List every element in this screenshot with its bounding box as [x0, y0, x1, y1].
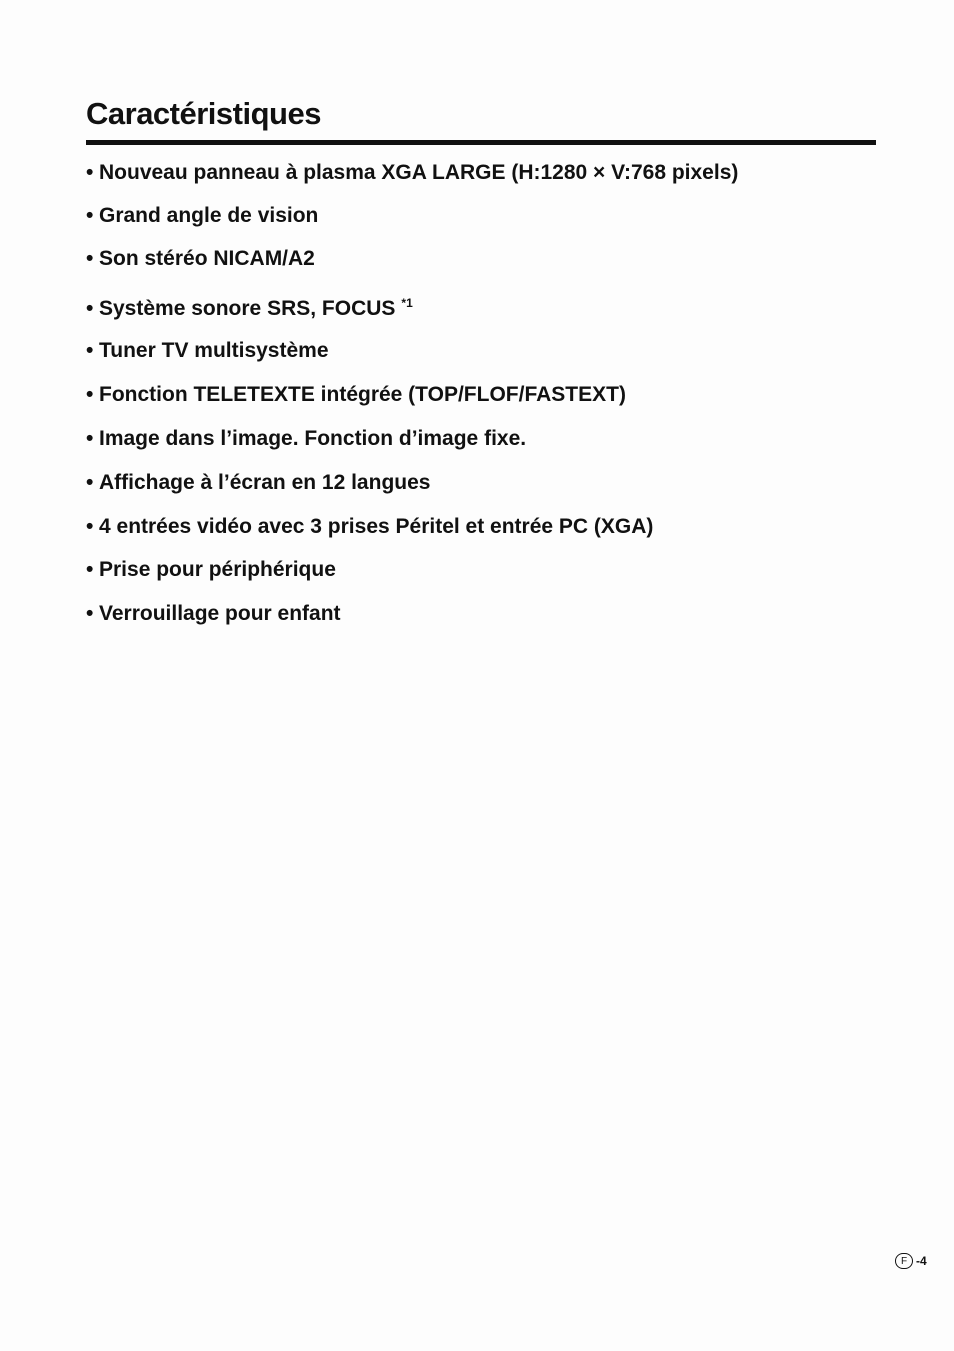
bullet: •	[86, 602, 94, 625]
bullet: •	[86, 297, 94, 320]
language-badge: F	[895, 1253, 913, 1269]
feature-item	[86, 382, 626, 408]
bullet: •	[86, 204, 94, 227]
feature-text: 4 entrées vidéo avec 3 prises Péritel et entrée PC (XGA)	[99, 515, 654, 538]
bullet: •	[86, 383, 94, 406]
feature-text: Nouveau panneau à plasma XGA LARGE (H:1280 × V:768 pixels)	[99, 161, 739, 184]
feature-text: Image dans l’image. Fonction d’image fixe.	[99, 427, 527, 450]
footnote-marker: *1	[401, 296, 413, 310]
feature-item	[86, 290, 413, 322]
feature-item	[86, 514, 653, 540]
feature-item	[86, 426, 526, 452]
feature-text: Système sonore SRS, FOCUS	[99, 297, 396, 320]
bullet: •	[86, 471, 94, 494]
bullet: •	[86, 427, 94, 450]
page-title: Caractéristiques	[86, 96, 321, 131]
feature-item	[86, 338, 329, 364]
feature-text: Prise pour périphérique	[99, 558, 336, 581]
page-number	[895, 1253, 927, 1269]
bullet: •	[86, 247, 94, 270]
feature-item	[86, 557, 336, 583]
bullet: •	[86, 515, 94, 538]
feature-text: Grand angle de vision	[99, 204, 319, 227]
bullet: •	[86, 339, 94, 362]
feature-text: Son stéréo NICAM/A2	[99, 247, 315, 270]
feature-text: Tuner TV multisystème	[99, 339, 329, 362]
feature-item	[86, 470, 430, 496]
feature-item	[86, 203, 318, 229]
bullet: •	[86, 558, 94, 581]
feature-text: Fonction TELETEXTE intégrée (TOP/FLOF/FASTEXT)	[99, 383, 626, 406]
title-underline	[86, 140, 876, 145]
feature-item	[86, 601, 341, 627]
bullet: •	[86, 161, 94, 184]
feature-item	[86, 246, 315, 272]
feature-text: Verrouillage pour enfant	[99, 602, 341, 625]
feature-item	[86, 160, 738, 186]
feature-text: Affichage à l’écran en 12 langues	[99, 471, 431, 494]
page-number-text: -4	[916, 1254, 927, 1268]
